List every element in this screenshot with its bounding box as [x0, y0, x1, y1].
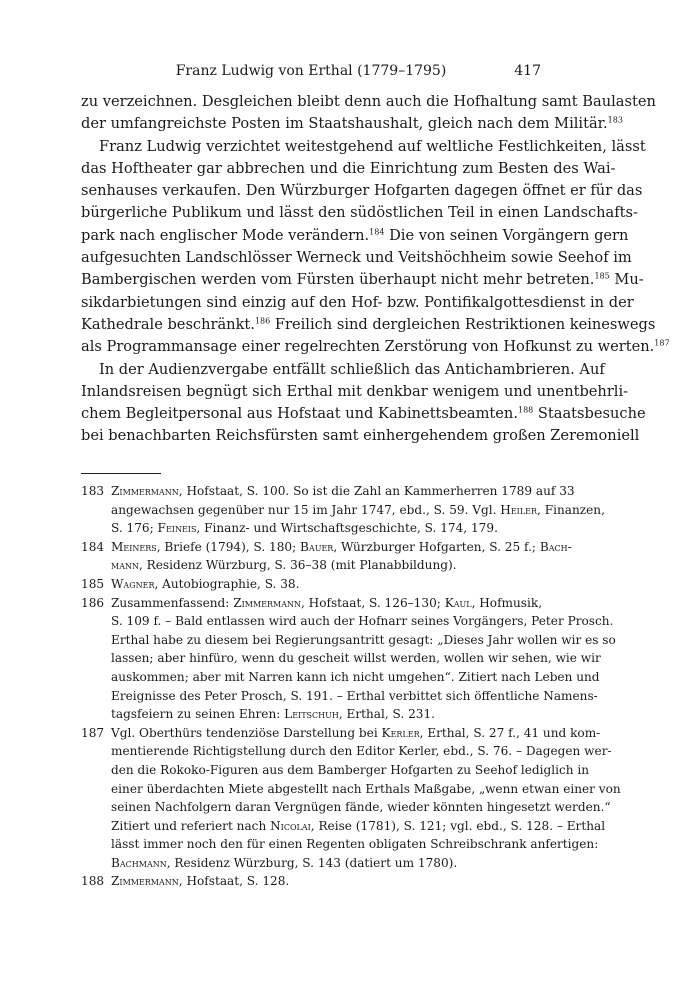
text-line: park nach englischer Mode verändern.$^{184}$ Die von seinen Vorgängern gern [81, 226, 629, 244]
footnote-number: 188 [81, 874, 105, 889]
footnotes [81, 482, 621, 891]
footnote-line: angewachsen gegenüber nur 15 im Jahr 1747, ebd., S. 59. Vgl. Heiler, Finanzen, [111, 502, 605, 517]
footnote-number: 184 [81, 539, 105, 554]
footnote-number: 186 [81, 595, 105, 610]
footnote-ref: 187 [654, 338, 670, 348]
text-line: zu verzeichnen. Desgleichen bleibt denn auch die Hofhaltung samt Baulasten [81, 93, 656, 110]
footnote-184: 184 Meiners, Briefe (1794), S. 180; Bauer, Würzburger Hofgarten, S. 25 f.; Bach- [81, 538, 541, 557]
footnote-line: S. 109 f. – Bald entlassen wird auch der Hofnarr seines Vorgängers, Peter Prosch. [111, 614, 614, 629]
footnote-ref: 184 [369, 227, 385, 237]
text-line: In der Audienzvergabe entfällt schließlich das Antichambrieren. Auf [99, 360, 605, 378]
text-line: bei benachbarten Reichsfürsten samt einhergehendem großen Zeremoniell [81, 427, 640, 445]
footnote-line: auskommen; aber mit Narren kann ich nicht umgehen“. Zitiert nach Leben und [111, 669, 600, 684]
text-line: der umfangreichste Posten im Staatshaushalt, gleich nach dem Militär.$^{183}$ [81, 115, 623, 133]
text-line: senhauses verkaufen. Den Würzburger Hofgarten dagegen öffnet er für das [81, 182, 643, 200]
footnote-line: den die Rokoko-Figuren aus dem Bamberger Hofgarten zu Seehof lediglich in [111, 762, 590, 777]
text-line: das Hoftheater gar abbrechen und die Einrichtung zum Besten des Wai- [81, 159, 616, 177]
footnote-line: Bachmann, Residenz Würzburg, S. 143 (datiert um 1780). [111, 855, 458, 870]
footnote-number: 187 [81, 725, 105, 740]
text-line: Inlandsreisen begnügt sich Erthal mit denkbar wenigem und unentbehrli- [81, 382, 629, 400]
footnote-187: 187 Vgl. Oberthürs tendenziöse Darstellung bei Kerler, Erthal, S. 27 f., 41 und kom- [81, 724, 541, 743]
footnote-number: 185 [81, 576, 105, 591]
text-line: Kathedrale beschränkt.$^{186}$ Freilich sind dergleichen Restriktionen keineswegs [81, 315, 656, 333]
footnote-188: 188 Zimmermann, Hofstaat, S. 128. [81, 872, 541, 891]
footnote-divider [81, 473, 161, 474]
footnote-number: 183 [81, 484, 105, 498]
text-line: bürgerliche Publikum und lässt den südöstlichen Teil in einen Landschafts- [81, 204, 638, 222]
text-line: Franz Ludwig verzichtet weitestgehend auf weltliche Festlichkeiten, lässt [99, 137, 646, 155]
footnote-185: 185 Wagner, Autobiographie, S. 38. [81, 575, 541, 594]
footnote-ref: 183 [607, 115, 623, 125]
text-line: als Programmansage einer regelrechten Zerstörung von Hofkunst zu werten.$^{187}$ [81, 338, 670, 356]
footnote-line: lassen; aber hinfüro, wenn du gescheit willst werden, wollen wir sehen, wie wir [111, 651, 601, 666]
footnote-line: seinen Nachfolgern daran Vergnügen fände, wieder könnten hingesetzt werden.“ [111, 800, 611, 815]
text-line: chem Begleitpersonal aus Hofstaat und Kabinettsbeamten.$^{188}$ Staatsbesuche [81, 405, 646, 423]
page-number: 417 [514, 63, 541, 79]
footnote-186: 186 Zusammenfassend: Zimmermann, Hofstaat, S. 126–130; Kaul, Hofmusik, [81, 594, 541, 613]
footnote-line: mentierende Richtigstellung durch den Editor Kerler, ebd., S. 76. – Dagegen wer- [111, 744, 612, 759]
footnote-line: tagsfeiern zu seinen Ehren: Leitschuh, Erthal, S. 231. [111, 707, 436, 722]
footnote-line: S. 176; Feineis, Finanz- und Wirtschaftsgeschichte, S. 174, 179. [111, 521, 498, 536]
text-line: Bambergischen werden vom Fürsten überhaupt nicht mehr betreten.$^{185}$ Mu- [81, 271, 644, 289]
footnote-183: 183 Zimmermann, Hofstaat, S. 100. So ist die Zahl an Kammerherren 1789 auf 33 [81, 482, 541, 501]
footnote-line: einer überdachten Miete abgestellt nach Erthals Maßgabe, „wenn etwan einer von [111, 781, 621, 796]
footnote-line: Zitiert und referiert nach Nicolai, Reise (1781), S. 121; vgl. ebd., S. 128. – Erthal [111, 818, 606, 833]
footnote-ref: 188 [517, 405, 534, 415]
running-header [81, 63, 541, 83]
text-line: aufgesuchten Landschlösser Werneck und Veitshöchheim sowie Seehof im [81, 249, 632, 267]
main-text [81, 91, 670, 448]
footnote-ref: 186 [254, 316, 271, 326]
text-line: sikdarbietungen sind einzig auf den Hof- bzw. Pontifikalgottesdienst in der [81, 293, 634, 311]
footnote-line: mann, Residenz Würzburg, S. 36–38 (mit Planabbildung). [111, 558, 457, 573]
footnote-ref: 185 [594, 271, 610, 281]
footnote-line: Ereignisse des Peter Prosch, S. 191. – Erthal verbittet sich öffentliche Namens- [111, 688, 598, 703]
running-title: Franz Ludwig von Erthal (1779–1795) [175, 63, 447, 79]
footnote-line: lässt immer noch den für einen Regenten obligaten Schreibschrank anfertigen: [111, 837, 599, 852]
footnote-line: Erthal habe zu diesem bei Regierungsantritt gesagt: „Dieses Jahr wollen wir es so [111, 632, 616, 647]
